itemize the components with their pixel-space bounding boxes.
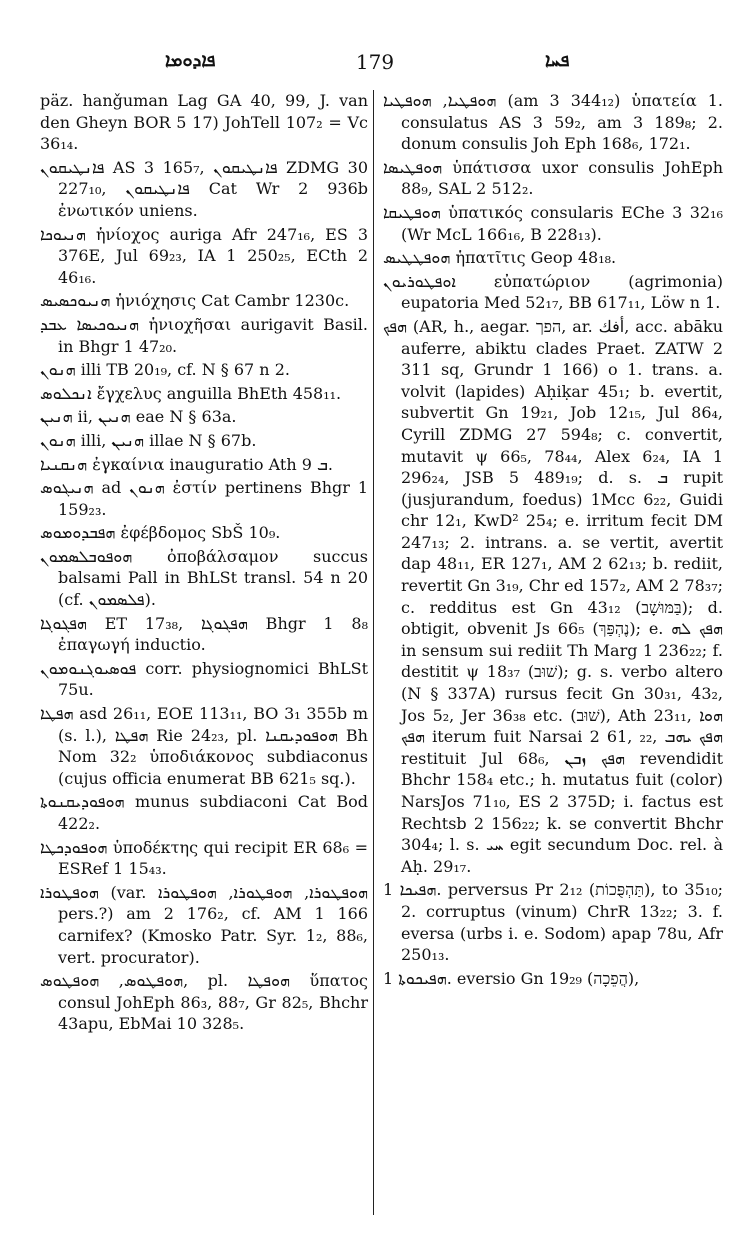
left-column <box>40 90 368 1037</box>
dictionary-entry: ܦܘܣܝܘܓܢܘܡܘܢ corr. physiognomici BhLSt 75u. <box>40 658 368 700</box>
dictionary-entry: ܗܢܘܢ illi, ܗܢܝܢ illae N § 67b. <box>40 430 257 450</box>
dictionary-entry: ܗܘܦܛܝܣܐ ὑπάτισσα uxor consulis JohEph 88₉, SAL 2 512₂. <box>383 157 723 199</box>
dictionary-entry: ܗܦܒܕܘܡܘܣ ἐφέβδομος SbŠ 10₉. <box>40 523 281 543</box>
dictionary-entry: ܗܦܛܐ asd 26₁₁, EOE 113₁₁, BO 3₁ 355b m (s. l.), ܗܦܛܐ Rie 24₂₃, pl. ܗܘܦܘܕܝܩܢܐ Bh Nom 32₂ ὑποδιάκονος subdiaconus (cujus officia enumerat BB 621₅ sq.). <box>40 704 368 788</box>
dictionary-entry: ܗܦܝܟܐ 1. perversus Pr 2₁₂ (תַּהְפֻּכוֹת), to 35₁₀; 2. corruptus (vinum) ChrR 13₂₂; 3. f. eversa (urbs i. e. Sodom) apap 78u, Afr 250₁₃. <box>383 880 723 965</box>
dictionary-entry: ܗܢܝܘܟܐ ἡνίοχος auriga Afr 247₁₆, ES 3 376E, Jul 69₂₃, IA 1 250₂₅, ECth 2 46₁₆. <box>40 224 368 287</box>
column-divider <box>373 90 374 1215</box>
dictionary-entry: ܗܢܩܢܝܐ ἐγκαίνια inauguratio Ath ܒ 9. <box>40 454 333 474</box>
page-number: 179 <box>355 50 395 74</box>
dictionary-entry: ܗܘܦܛܛܝܣ ἡπατῖτις Geop 48₁₈. <box>383 248 617 268</box>
dictionary-entry: ܗܘܦܛܝܩܐ ὑπατικός consularis EChe 3 32₁₆ (Wr McL 166₁₆, B 228₁₃). <box>383 202 723 244</box>
dictionary-entry: ܗܢܝܘܟܝܣܐ ܥܒܕ ἡνιοχῆσαι aurigavit Basil. in Bhgr 1 47₂₀. <box>40 314 368 356</box>
dictionary-entry: ܐܢܟܠܘܣ ἔγχελυς anguilla BhEth 458₁₁. <box>40 383 342 403</box>
dictionary-entry: päz. hanǧuman Lag GA 40, 99, J. van den Gheyn BOR 5 17) JohTell 107₂ = Vc 36₁₄. <box>40 91 368 154</box>
dictionary-entry: ܗܘܦܛܘܣ, ܗܘܦܛܘܣ, pl. ܗܘܦܛܐ ὕπατος consul JohEph 86₃, 88₇, Gr 82₅, Bhchr 43apu, EbMai 10 328₅. <box>40 971 369 1034</box>
dictionary-entry: ܗܘܦܘܕܟܛܐ ὑποδέκτης qui recipit ER 68₆ = ESRef 1 15₄₃. <box>40 837 368 879</box>
dictionary-entry: ܗܦܟ (AR, h., aegar. הפך, ar. أفك, acc. abāku auferre, abiktu clades Praet. ZATW 2 311 sq, Grundr 1 166) o 1. trans. a. volvit (lapides) Aḥiḳar 45₁; b. evertit, subvertit Gn 19₂₁, Job 12₁₅, Jul 86₄, Cyrill ZDMG 27 594₈; c. convertit, mutavit ψ 66₅, 78₄₄, Alex 6₂₄, IA 1 296₂₄, JSB 5 489₁₉; d. s. ܒ rupit (jusjurandum, foedus) 1Mcc 6₂₂, Guidi chr 12₁, KwD² 25₄; e. irritum fecit DM 247₁₃; 2. intrans. a. se vertit, avertit dap 48₁₁, ER 127₁, AM 2 62₁₃; b. rediit, revertit Gn 3₁₉, Chr ed 157₂, AM 2 78₃₇; c. redditus est Gn 43₁₂ (בַּמּוּשָׁב); d. obtigit, obvenit Js 66₅ (נֶהְפַּךְ); e. ܗܦܟ ܠܗ in sensum sui rediit Th Marg 1 236₂₂; f. destitit ψ 18₃₇ (שׁוּב); g. s. verbo altero (N § 337A) rursus fecit Gn 30₃₁, 43₂, Jos 5₂, Jer 36₃₈ etc. (שׁוּב), Ath 23₁₁, ܗܘܐ ܗܦܟ iterum fuit Narsai 2 61, ₂₂, ܗܦܟ ܝܗܒ restituit Jul 68₆, ܗܦܟ ܙܒܢ revendidit Bhchr 158₄ etc.; h. mutatus fuit (color) NarsJos 71₁₀, ES 2 375D; i. factus est Rechtsb 2 156₂₂; k. se convertit Bhchr 304₄; l. s. ܚܝ egit secundum Doc. rel. à Aḥ. 29₁₇. <box>383 316 724 876</box>
dictionary-entry: ܗܢܝܓܘܣ ad ܗܢܘܢ ἐστίν pertinens Bhgr 1 159₂₃. <box>40 478 369 519</box>
header-guide-word-right: ܦܚܐ <box>545 50 570 71</box>
dictionary-entry: ܦܐܢܛܝܩܘܢ AS 3 165₇, ܦܐܢܛܝܩܘܢ ZDMG 30 227₁₀, ܦܐܢܛܝܩܘܢ Cat Wr 2 936b ἐνωτικόν uniens. <box>40 157 369 220</box>
dictionary-entry: ܗܦܓܘܓܐ ET 17₃₈, ܗܦܓܘܓܐ Bhgr 1 8₈ ἐπαγωγή inductio. <box>40 613 369 655</box>
dictionary-entry: ܗܘܦܛܝܐ, ܗܘܦܛܝܐ (am 3 344₁₂) ὑπατεία 1. consulatus AS 3 59₂, am 3 189₈; 2. donum consulis Joh Eph 168₆, 172₁. <box>383 91 723 154</box>
dictionary-entry: ܗܢܝܢ ii, ܗܢܝܢ eae N § 63a. <box>40 407 237 427</box>
dictionary-entry: ܗܘܦܘܒܠܣܡܘܢ ὀποβάλσαμον succus balsami Pall in BhLSt transl. 54 n 20 (cf. ܦܠܣܡܘܢ). <box>40 546 368 610</box>
dictionary-entry: ܗܘܦܘܕܝܩܢܘܬܐ munus subdiaconi Cat Bod 422₂. <box>40 792 368 833</box>
dictionary-entry: ܗܢܝܘܟܣܝܣ ἡνιόχησις Cat Cambr 1230c. <box>40 291 350 311</box>
dictionary-entry: ܗܢܘܢ illi TB 20₁₉, cf. N § 67 n 2. <box>40 360 290 380</box>
header-guide-word-left: ܦܐܕܘܡܐ <box>165 50 216 71</box>
running-header <box>0 48 750 78</box>
dictionary-entry: ܐܘܦܛܘܪܝܘܢ εὐπατώριον (agrimonia) eupatoria Med 52₁₇, BB 617₁₁, Löw n 1. <box>383 271 723 313</box>
dictionary-entry: ܗܘܦܛܘܪܐ (var. ܗܘܦܛܘܪܐ, ܗܘܦܛܘܪܐ, ܗܘܦܛܘܪܐ pers.?) am 2 176₂, cf. AM 1 166 carnifex? (Kmosko Patr. Syr. 1₂, 88₆, vert. procurator). <box>40 882 368 967</box>
dictionary-entry: ܗܦܝܟܘܬܐ 1. eversio Gn 19₂₉ (הֲפֵכָה), <box>383 968 640 988</box>
right-column <box>383 90 723 991</box>
